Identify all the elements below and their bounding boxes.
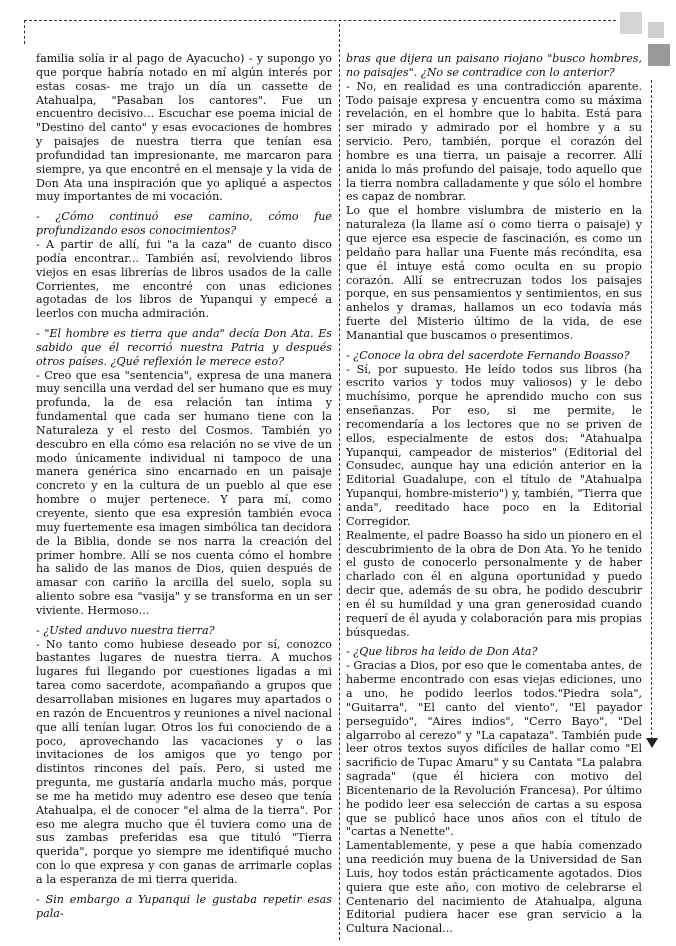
top-dashed-rule	[24, 20, 616, 21]
interview-question: bras que dijera un paisano riojano "busco hombres, no paisajes". ¿No se contradice con lo anterior?	[346, 52, 642, 79]
interview-question: - ¿Conoce la obra del sacerdote Fernando Boasso?	[346, 348, 630, 362]
column-divider-dashed	[339, 24, 340, 940]
paragraph: - Creo que esa "sentencia", expresa de una manera muy sencilla una verdad del ser humano que es muy profunda, la de esa relación tan íntima y fundamental que cada ser humano tiene con la Naturaleza y el resto del Cosmos. También yo descubro en ella cómo esa relación no se vive de un modo únicamente individual ni tampoco de una manera genérica sino encarnado en un paisaje concreto y en la cultura de un pueblo al que ese hombre o mujer pertenece. Y para mí, como creyente, siento que esa expresión también evoca muy fuertemente esa imagen simbólica tan decidora de la Biblia, donde se nos narra la creación del primer hombre. Allí se nos cuenta cómo el hombre ha salido de las manos de Dios, quien después de amasar con cariño la arcilla del suelo, sopla su aliento sobre esa "vasija" y se transforma en un ser viviente. Hermoso…	[36, 368, 332, 617]
interview-question: - ¿Usted anduvo nuestra tierra?	[36, 623, 215, 637]
interview-question: - "El hombre es tierra que anda" decía Don Ata. Es sabido que él recorrió nuestra Patria y después otros países. ¿Qué reflexión le merece esto?	[36, 327, 332, 368]
paragraph: familia solía ir al pago de Ayacucho) - y supongo yo que porque habría notado en mí algún interés por estas cosas- me trajo un día un cassette de Atahualpa, "Pasaban los cantores". Fue un encuentro decisivo… Escuchar ese poema inicial de "Destino del canto" y esas evocaciones de hombres y paisajes de nuestra tierra que tenían esa profundidad tan impresionante, me marcaron para siempre, ya que encontré en el mensaje y la vida de Don Ata una inspiración que yo apliqué a aspectos muy importantes de mi vocación.	[36, 52, 332, 204]
paragraph: Lo que el hombre vislumbra de misterio en la naturaleza (la llame así o como tierra o paisaje) y que ejerce esa especie de fascinación, es como un peldaño para hallar una Fuente más recóndita, esa que él intuye está como oculta en su propio corazón. Allí se entrecruzan todos los paisajes porque, en sus pensamientos y sentimientos, en sus anhelos y dramas, hallamos un eco todavía más fuerte del Misterio último de la vida, de ese Manantial que buscamos o presentimos.	[346, 204, 642, 342]
right-column	[346, 52, 642, 936]
interview-question: - Sin embargo a Yupanqui le gustaba repetir esas pala-	[36, 892, 332, 920]
paragraph: Lamentablemente, y pese a que había comenzado una reedición muy buena de la Universidad de San Luis, hoy todos están prácticamente agotados. Dios quiera que este año, con motivo de celebrarse el Centenario del nacimiento de Atahualpa, alguna Editorial pudiera hacer ese gran servicio a la Cultura Nacional...	[346, 839, 642, 936]
interview-question: - ¿Que libros ha leído de Don Ata?	[346, 645, 538, 659]
paragraph: - Gracias a Dios, por eso que le comentaba antes, de haberme encontrado con esas viejas ediciones, uno a uno, he podido leerlos todos."Piedra sola", "Guitarra", "El canto del viento", "El payador perseguido", "Aires indios", "Cerro Bayo", "Del algarrobo al cerezo" y "La capataza". También pude leer otros textos suyos difíciles de hallar como "El sacrificio de Tupac Amaru" y su Cantata "La palabra sagrada" (que él hiciera con motivo del Bicentenario de la Revolución Francesa). Por último he podido leer esa selección de cartas a su esposa que se publicó hace unos años con el título de "cartas a Nenette".	[346, 659, 642, 839]
arrow-down-icon	[646, 738, 658, 748]
left-column	[36, 52, 332, 920]
decorative-square-dark	[648, 44, 670, 66]
decorative-square-light	[620, 12, 642, 34]
right-dashed-rule	[651, 80, 652, 740]
paragraph: - A partir de allí, fui "a la caza" de cuanto disco podía encontrar... También así, revolviendo libros viejos en esas librerías de libros usados de la calle Corrientes, me encontré con unas ediciones agotadas de los libros de Yupanqui y empecé a leerlos con mucha admiración.	[36, 237, 332, 321]
left-dashed-rule	[24, 20, 25, 44]
interview-question: - ¿Cómo continuó ese camino, cómo fue profundizando esos conocimientos?	[36, 210, 332, 238]
paragraph: - No tanto como hubiese deseado por sí, conozco bastantes lugares de nuestra tierra. A muchos lugares fui llegando por cuestiones ligadas a mi tarea como sacerdote, acompañando a grupos que desarrollaban misiones en lugares muy apartados o en razón de Encuentros y reuniones a nivel nacional que allí tenían lugar. Otros los fui conociendo de a poco, aprovechando las vacaciones y o las invitaciones de los amigos que yo tengo por distintos rincones del país. Pero, si usted me pregunta, me gustaría andarla mucho más, porque se me ha metido muy adentro ese deseo que tenía Atahualpa, el de conocer "el alma de la tierra". Por eso me alegra mucho que él tuviera como una de sus zambas preferidas esa que tituló "Tierra querida", porque yo siempre me identifiqué mucho con lo que expresa y con ganas de arrimarle coplas a la esperanza de mi tierra querida.	[36, 637, 332, 886]
paragraph: Realmente, el padre Boasso ha sido un pionero en el descubrimiento de la obra de Don Ata. Yo he tenido el gusto de conocerlo personalmente y de haber charlado con él en alguna oportunidad y puedo decir que, además de su obra, he podido descubrir en él su humildad y una gran generosidad cuando requerí de él ayuda y colaboración para mis propias búsquedas.	[346, 528, 642, 639]
paragraph: - No, en realidad es una contradicción aparente. Todo paisaje expresa y encuentra como su máxima revelación, en el hombre que lo habita. Está para ser mirado y admirado por el hombre y a su servicio. Pero, también, porque el corazón del hombre es una tierra, un paisaje a recorrer. Allí anida lo más profundo del paisaje, todo aquello que la tierra nombra calladamente y que sólo el hombre es capaz de nombrar.	[346, 79, 642, 204]
decorative-square-small	[648, 22, 664, 38]
paragraph: - Sí, por supuesto. He leído todos sus libros (ha escrito varios y todos muy valiosos) y le debo muchísimo, porque he aprendido mucho con sus enseñanzas. Por eso, si me permite, le recomendaría a los lectores que no se priven de ellos, especialmente de estos dos: "Atahualpa Yupanqui, campeador de misterios" (Editorial del Consudec, aunque hay una edición anterior en la Editorial Guadalupe, con el título de "Atahualpa Yupanqui, hombre-misterio") y, también, "Tierra que anda", reeditado hace poco en la Editorial Corregidor.	[346, 362, 642, 528]
